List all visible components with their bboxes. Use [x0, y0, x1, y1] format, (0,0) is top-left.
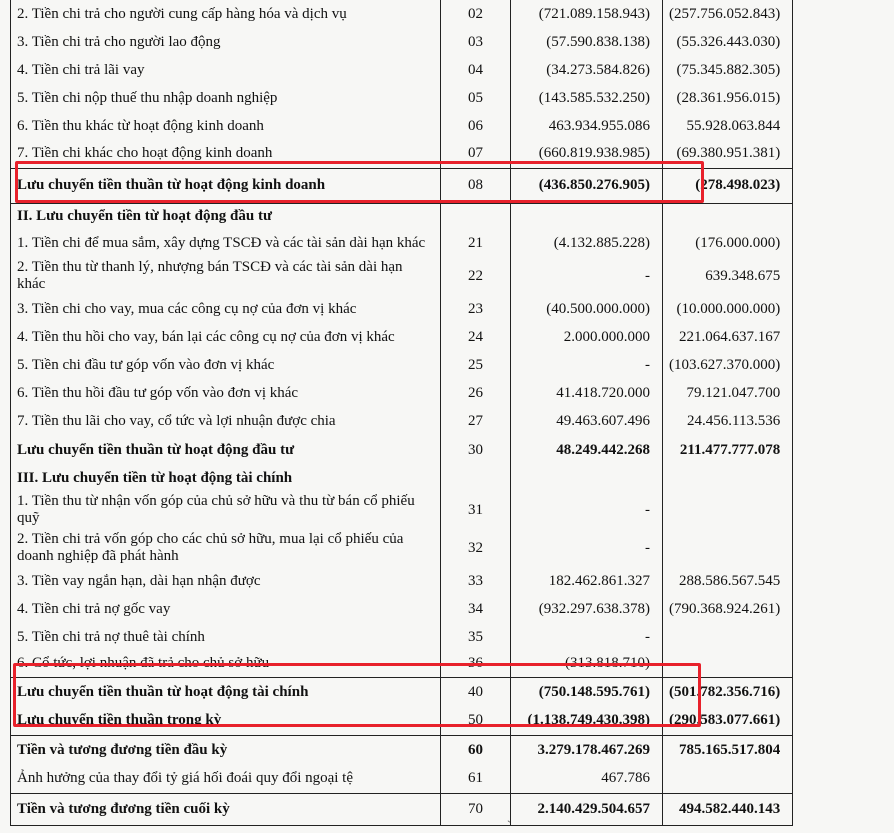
row-current-value: - — [511, 351, 663, 379]
row-prior-value: 785.165.517.804 — [663, 735, 793, 765]
row-label: 2. Tiền thu từ thanh lý, nhượng bán TSCĐ và các tài sản dài hạn khác — [11, 257, 441, 295]
row-code: 31 — [441, 491, 511, 529]
subtotal-row-financing — [11, 677, 793, 707]
row-code: 70 — [441, 793, 511, 825]
row-current-value — [511, 465, 663, 491]
row-label: 3. Tiền chi cho vay, mua các công cụ nợ của đơn vị khác — [11, 295, 441, 323]
section-header-financing — [11, 465, 793, 491]
row-label: 5. Tiền chi trả nợ thuê tài chính — [11, 623, 441, 651]
row-prior-value: (55.326.443.030) — [663, 28, 793, 56]
row-current-value: (1.138.749.430.398) — [511, 707, 663, 735]
row-current-value: 467.786 — [511, 765, 663, 793]
row-label: 4. Tiền chi trả lãi vay — [11, 56, 441, 84]
row-code: 30 — [441, 435, 511, 465]
row-current-value: (721.089.158.943) — [511, 0, 663, 28]
row-current-value: (40.500.000.000) — [511, 295, 663, 323]
row-current-value: (57.590.838.138) — [511, 28, 663, 56]
row-code: 04 — [441, 56, 511, 84]
row-prior-value: (278.498.023) — [663, 168, 793, 203]
row-current-value: 2.140.429.504.657 — [511, 793, 663, 825]
table-row — [11, 595, 793, 623]
section-header-investing — [11, 203, 793, 229]
row-label: Lưu chuyển tiền thuần trong kỳ — [11, 707, 441, 735]
row-label: 4. Tiền chi trả nợ gốc vay — [11, 595, 441, 623]
row-prior-value: 55.928.063.844 — [663, 112, 793, 140]
row-current-value: - — [511, 491, 663, 529]
row-current-value: (313.818.710) — [511, 651, 663, 677]
row-label: Tiền và tương đương tiền đầu kỳ — [11, 735, 441, 765]
row-prior-value — [663, 529, 793, 567]
row-code: 50 — [441, 707, 511, 735]
row-prior-value: (501.782.356.716) — [663, 677, 793, 707]
row-label: 6. Tiền thu hồi đầu tư góp vốn vào đơn vị khác — [11, 379, 441, 407]
row-prior-value: 79.121.047.700 — [663, 379, 793, 407]
row-code: 21 — [441, 229, 511, 257]
fx-effect-row — [11, 765, 793, 793]
row-current-value: - — [511, 529, 663, 567]
table-row — [11, 379, 793, 407]
row-label: Lưu chuyển tiền thuần từ hoạt động đầu tư — [11, 435, 441, 465]
row-prior-value: (103.627.370.000) — [663, 351, 793, 379]
row-label: 2. Tiền chi trả cho người cung cấp hàng hóa và dịch vụ — [11, 0, 441, 28]
row-prior-value: (75.345.882.305) — [663, 56, 793, 84]
row-code: 25 — [441, 351, 511, 379]
row-label: 6. Tiền thu khác từ hoạt động kinh doanh — [11, 112, 441, 140]
row-label: Lưu chuyển tiền thuần từ hoạt động kinh doanh — [11, 168, 441, 203]
row-current-value: 41.418.720.000 — [511, 379, 663, 407]
table-row — [11, 407, 793, 435]
row-code: 23 — [441, 295, 511, 323]
row-current-value: (750.148.595.761) — [511, 677, 663, 707]
row-current-value: (660.819.938.985) — [511, 140, 663, 168]
table-row — [11, 651, 793, 677]
row-label: 1. Tiền thu từ nhận vốn góp của chủ sở hữu và thu từ bán cổ phiếu quỹ — [11, 491, 441, 529]
row-current-value: 463.934.955.086 — [511, 112, 663, 140]
closing-cash-row — [11, 793, 793, 825]
row-code: 40 — [441, 677, 511, 707]
table-row — [11, 257, 793, 295]
row-prior-value: 494.582.440.143 — [663, 793, 793, 825]
opening-cash-row — [11, 735, 793, 765]
table-row — [11, 567, 793, 595]
row-code: 22 — [441, 257, 511, 295]
row-code — [441, 465, 511, 491]
row-code: 27 — [441, 407, 511, 435]
row-prior-value: (69.380.951.381) — [663, 140, 793, 168]
row-current-value: (436.850.276.905) — [511, 168, 663, 203]
row-current-value: 182.462.861.327 — [511, 567, 663, 595]
row-code: 36 — [441, 651, 511, 677]
table-row — [11, 56, 793, 84]
row-prior-value — [663, 623, 793, 651]
row-code: 07 — [441, 140, 511, 168]
row-prior-value: 288.586.567.545 — [663, 567, 793, 595]
row-label: Tiền và tương đương tiền cuối kỳ — [11, 793, 441, 825]
row-code: 03 — [441, 28, 511, 56]
table-row — [11, 112, 793, 140]
table-row — [11, 351, 793, 379]
row-label: 5. Tiền chi đầu tư góp vốn vào đơn vị khác — [11, 351, 441, 379]
row-prior-value: (176.000.000) — [663, 229, 793, 257]
table-row — [11, 0, 793, 28]
row-current-value: (143.585.532.250) — [511, 84, 663, 112]
row-current-value: 2.000.000.000 — [511, 323, 663, 351]
row-code: 61 — [441, 765, 511, 793]
row-code: 33 — [441, 567, 511, 595]
row-label: 3. Tiền vay ngắn hạn, dài hạn nhận được — [11, 567, 441, 595]
row-label: 6. Cổ tức, lợi nhuận đã trả cho chủ sở hữu — [11, 651, 441, 677]
row-current-value: (34.273.584.826) — [511, 56, 663, 84]
table-row — [11, 491, 793, 529]
row-prior-value: (790.368.924.261) — [663, 595, 793, 623]
section-title: II. Lưu chuyển tiền từ hoạt động đầu tư — [11, 203, 441, 229]
row-prior-value — [663, 491, 793, 529]
row-label: 5. Tiền chi nộp thuế thu nhập doanh nghiệp — [11, 84, 441, 112]
row-code: 32 — [441, 529, 511, 567]
row-prior-value: 221.064.637.167 — [663, 323, 793, 351]
row-code: 02 — [441, 0, 511, 28]
row-code: 05 — [441, 84, 511, 112]
table-row — [11, 28, 793, 56]
net-cash-flow-row — [11, 707, 793, 735]
section-title: III. Lưu chuyển tiền từ hoạt động tài chính — [11, 465, 441, 491]
row-label: 1. Tiền chi để mua sắm, xây dựng TSCĐ và các tài sản dài hạn khác — [11, 229, 441, 257]
row-prior-value: (28.361.956.015) — [663, 84, 793, 112]
row-prior-value: 639.348.675 — [663, 257, 793, 295]
table-row — [11, 623, 793, 651]
table-row — [11, 229, 793, 257]
row-current-value: 3.279.178.467.269 — [511, 735, 663, 765]
table-row — [11, 323, 793, 351]
table-row — [11, 140, 793, 168]
row-current-value — [511, 203, 663, 229]
row-current-value: - — [511, 257, 663, 295]
row-prior-value — [663, 465, 793, 491]
row-code: 08 — [441, 168, 511, 203]
table-row — [11, 529, 793, 567]
row-label: 7. Tiền thu lãi cho vay, cổ tức và lợi nhuận được chia — [11, 407, 441, 435]
subtotal-row-investing — [11, 435, 793, 465]
row-current-value: 48.249.442.268 — [511, 435, 663, 465]
row-prior-value — [663, 203, 793, 229]
row-code: 06 — [441, 112, 511, 140]
cash-flow-table — [10, 0, 793, 826]
row-label: 2. Tiền chi trả vốn góp cho các chủ sở hữu, mua lại cổ phiếu của doanh nghiệp đã phát hành — [11, 529, 441, 567]
row-code: 26 — [441, 379, 511, 407]
row-code — [441, 203, 511, 229]
row-prior-value: 24.456.113.536 — [663, 407, 793, 435]
row-current-value: (4.132.885.228) — [511, 229, 663, 257]
row-label: Ảnh hưởng của thay đổi tỷ giá hối đoái quy đổi ngoại tệ — [11, 765, 441, 793]
row-prior-value: (290.583.077.661) — [663, 707, 793, 735]
table-row — [11, 84, 793, 112]
row-code: 24 — [441, 323, 511, 351]
row-code: 34 — [441, 595, 511, 623]
scan-mark: ` — [507, 818, 511, 832]
table-row — [11, 295, 793, 323]
row-prior-value: 211.477.777.078 — [663, 435, 793, 465]
row-current-value: (932.297.638.378) — [511, 595, 663, 623]
row-current-value: - — [511, 623, 663, 651]
row-prior-value: (257.756.052.843) — [663, 0, 793, 28]
row-label: 4. Tiền thu hồi cho vay, bán lại các công cụ nợ của đơn vị khác — [11, 323, 441, 351]
row-current-value: 49.463.607.496 — [511, 407, 663, 435]
row-prior-value — [663, 765, 793, 793]
row-prior-value: (10.000.000.000) — [663, 295, 793, 323]
row-label: 7. Tiền chi khác cho hoạt động kinh doanh — [11, 140, 441, 168]
row-label: Lưu chuyển tiền thuần từ hoạt động tài chính — [11, 677, 441, 707]
row-label: 3. Tiền chi trả cho người lao động — [11, 28, 441, 56]
subtotal-row-operating — [11, 168, 793, 203]
row-code: 60 — [441, 735, 511, 765]
row-prior-value — [663, 651, 793, 677]
row-code: 35 — [441, 623, 511, 651]
